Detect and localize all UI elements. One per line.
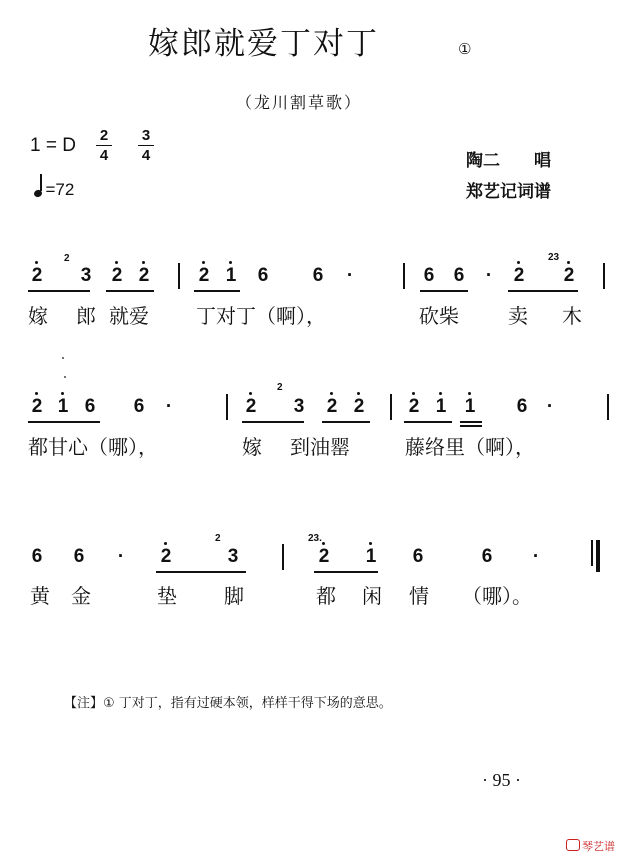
bar-line [178,263,180,289]
lyric: 藤络里（啊）， [405,435,535,459]
lyric: 木 [562,304,582,328]
lyric: 金 [71,584,91,608]
note: 6 [423,265,435,286]
lyric: 郎 [76,304,96,328]
beam-line [242,421,304,423]
bar-line [403,263,405,289]
grace-note: 2 [215,533,221,544]
beam-line [106,290,154,292]
note: 2 [408,396,420,417]
lyric: 嫁 [28,304,48,328]
note: 2 [513,265,525,286]
grace-note: 23 [548,252,560,263]
note: 2 [31,265,43,286]
beam-line [420,290,468,292]
beam-line [460,421,482,423]
note: 2 [563,265,575,286]
note: 2 [326,396,338,417]
tempo-marking [34,178,74,200]
note: 3 [80,265,92,286]
beam-line-double [460,425,482,427]
song-title: 嫁郎就爱丁对丁 [148,26,379,62]
bar-line [226,394,228,420]
note: 2 [111,265,123,286]
note: 6 [412,546,424,567]
time-signature-2-4: 2 4 [96,127,112,164]
title-footnote-marker: ① [458,40,472,58]
grace-note: 23. [308,533,322,544]
beam-line [194,290,240,292]
note: 1 [225,265,237,286]
watermark-text: 琴艺谱 [582,840,615,853]
grace-note: 2 [277,382,283,393]
bar-line [390,394,392,420]
lyric: 黄 [30,584,50,608]
augmentation-dot: · [165,396,173,417]
grace-note: 2 [64,253,70,264]
lyric: 就爱 [109,304,149,328]
page-number: · 95 · [482,770,521,790]
note: 1 [435,396,447,417]
augmentation-dot: · [532,546,540,567]
augmentation-dot: · [346,265,354,286]
lyric: 垫 [157,584,177,608]
logo-icon [566,839,580,851]
note: 6 [481,546,493,567]
beam-line [404,421,452,423]
lyric: 砍柴 [419,304,459,328]
note: 6 [257,265,269,286]
song-subtitle: （龙川割草歌） [236,93,363,112]
beam-line [28,290,90,292]
note: 3 [227,546,239,567]
singer-credit: 陶二 唱 [466,151,551,171]
note: 2 [160,546,172,567]
lyric: 闲 [362,584,382,608]
note: 2 [31,396,43,417]
quarter-note-stem [40,174,42,191]
note: 1 [464,396,476,417]
note: 6 [31,546,43,567]
scan-speck [62,357,64,359]
note: 2 [198,265,210,286]
note: 2 [353,396,365,417]
time-signature-3-4: 3 4 [138,127,154,164]
lyric: 卖 [508,304,528,328]
beam-line [508,290,578,292]
note: 6 [516,396,528,417]
augmentation-dot: · [546,396,554,417]
augmentation-dot: · [485,265,493,286]
beam-line [314,571,378,573]
note: 6 [453,265,465,286]
bar-line [282,544,284,570]
note: 3 [293,396,305,417]
beam-line [28,421,100,423]
lyric: 嫁 [242,435,262,459]
key-signature: 1 = D [30,135,76,156]
note: 1 [57,396,69,417]
note: 6 [133,396,145,417]
beam-line [322,421,370,423]
tempo-value: =72 [45,180,75,199]
lyric: （哪）。 [462,584,532,608]
final-bar-thin [591,540,593,566]
lyric: 都 [316,584,336,608]
note: 2 [318,546,330,567]
augmentation-dot: · [117,546,125,567]
bar-line [607,394,609,420]
lyric: 到油罂 [290,435,350,459]
bar-line [603,263,605,289]
recorder-credit: 郑艺记词谱 [466,182,551,202]
note: 6 [84,396,96,417]
lyric: 都甘心（哪）， [28,435,158,459]
note: 2 [245,396,257,417]
final-bar-thick [596,540,600,572]
note: 6 [73,546,85,567]
note: 6 [312,265,324,286]
footnote: 【注】① 丁对丁，指有过硬本领，样样干得下场的意思。 [64,696,392,711]
watermark-logo [566,838,615,854]
note: 1 [365,546,377,567]
beam-line [156,571,246,573]
lyric: 脚 [224,584,244,608]
scan-speck [64,376,66,378]
note: 2 [138,265,150,286]
lyric: 情 [409,584,429,608]
lyric: 丁对丁（啊）， [196,304,326,328]
